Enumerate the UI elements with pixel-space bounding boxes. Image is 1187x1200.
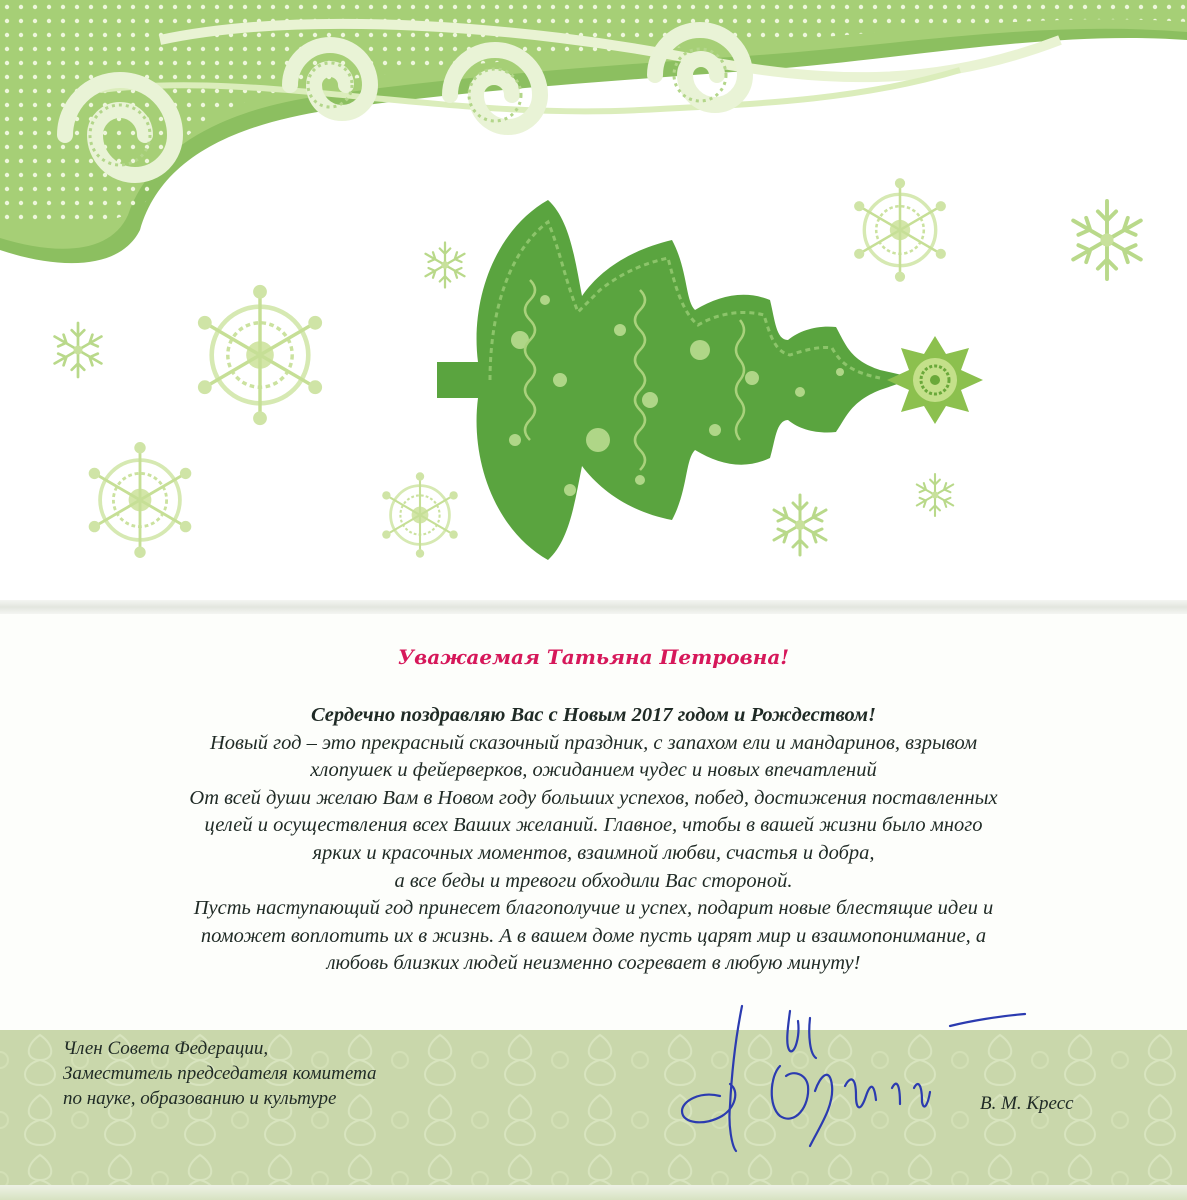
handwritten-signature-icon (660, 996, 1040, 1156)
signer-name: В. М. Кресс (980, 1093, 1074, 1114)
message-line: целей и осуществления всех Ваших желаний. Главное, чтобы в вашей жизни было много (204, 814, 983, 837)
message-heading: Сердечно поздравляю Вас с Новым 2017 годом и Рождеством! (310, 704, 877, 726)
swirl-ornament-band (0, 0, 1187, 263)
card-fold-line (0, 600, 1187, 614)
message-line: ярких и красочных моментов, взаимной любви, счастья и добра, (312, 841, 875, 864)
bottom-border (0, 1185, 1187, 1200)
message-line: любовь близких людей неизменно согревает в любую минуту! (326, 952, 861, 975)
christmas-tree-icon (437, 200, 915, 560)
snowflake-icon (1073, 201, 1141, 279)
signer-title-line: по науке, образованию и культуре (63, 1088, 337, 1109)
signer-title (63, 1036, 377, 1111)
message-line: поможет воплотить их в жизнь. А в вашем доме пусть царят мир и взаимопонимание, а (200, 924, 987, 947)
message-line: а все беды и тревоги обходили Вас стороной. (394, 869, 793, 892)
snowflake-icon (854, 178, 946, 282)
star-ornament-icon (887, 336, 983, 424)
snowflake-icon (382, 472, 458, 557)
signer-title-line: Заместитель председателя комитета (63, 1063, 377, 1084)
snowflake-icon (774, 495, 826, 555)
message-body (40, 702, 1147, 978)
snowflake-icon (917, 474, 953, 516)
message-line: От всей души желаю Вам в Новом году больших успехов, побед, достижения поставленных (189, 786, 998, 809)
signer-title-line: Член Совета Федерации, (63, 1038, 269, 1059)
snowflake-icon (89, 442, 192, 558)
greeting-title: Уважаемая Татьяна Петровна! (397, 645, 790, 669)
snowflake-icon (198, 285, 322, 425)
snowflake-icon (426, 243, 465, 288)
snowflake-icon (55, 323, 102, 377)
message-line: Новый год – это прекрасный сказочный праздник, с запахом ели и мандаринов, взрывом (209, 731, 978, 754)
message-line: хлопушек и фейерверков, ожиданием чудес и новых впечатлений (310, 759, 877, 782)
message-line: Пусть наступающий год принесет благополучие и успех, подарит новые блестящие идеи и (193, 897, 994, 920)
